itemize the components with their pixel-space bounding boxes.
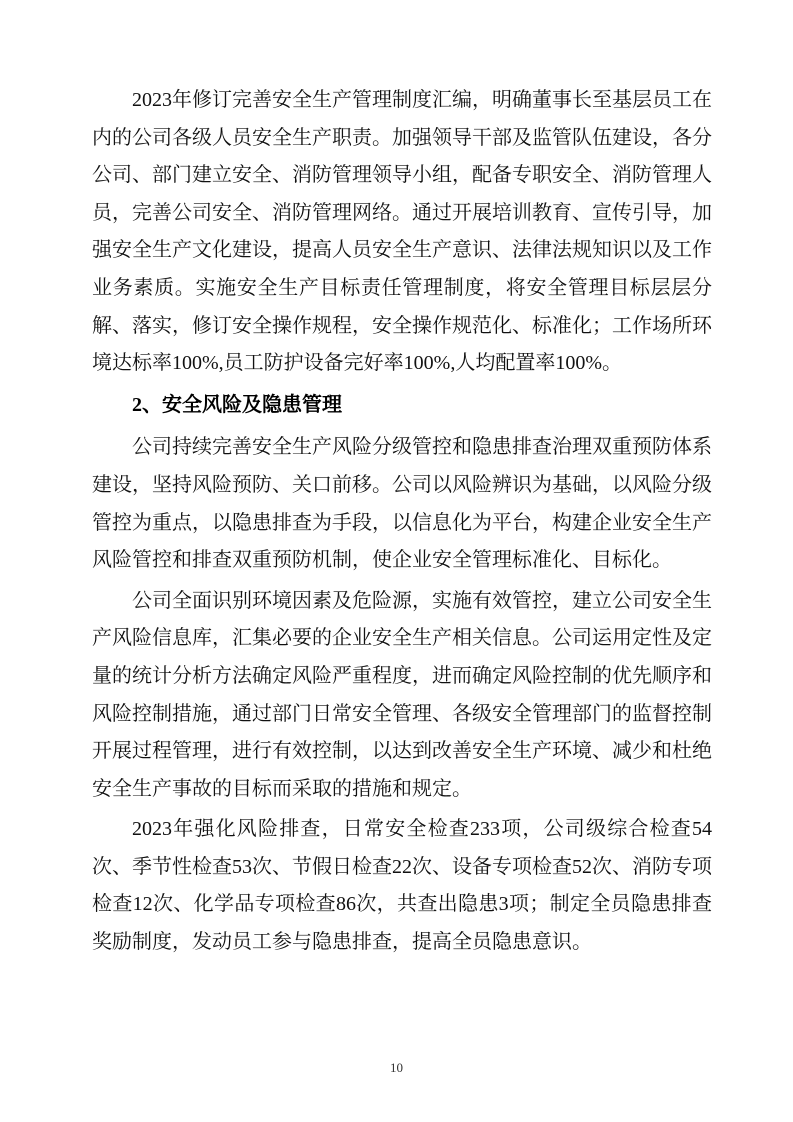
paragraph-2023-risk-inspections: 2023年强化风险排查，日常安全检查233项，公司级综合检查54次、季节性检查53次、节假日检查22次、设备专项检查52次、消防专项检查12次、化学品专项检查86次，共查出隐患3项；制定全员隐患排查奖励制度，发动员工参与隐患排查，提高全员隐患意识。: [92, 818, 712, 954]
paragraph-risk-identification: 公司全面识别环境因素及危险源，实施有效管控，建立公司安全生产风险信息库，汇集必要的企业安全生产相关信息。公司运用定性及定量的统计分析方法确定风险严重程度，进而确定风险控制的优先顺序和风险控制措施，通过部门日常安全管理、各级安全管理部门的监督控制开展过程管理，进行有效控制，以达到改善安全生产环境、减少和杜绝安全生产事故的目标而采取的措施和规定。: [92, 589, 712, 800]
section-heading-risk-and-hazard-management: 2、安全风险及隐患管理: [132, 393, 342, 416]
paragraph-safety-management-system: 2023年修订完善安全生产管理制度汇编，明确董事长至基层员工在内的公司各级人员安全生产职责。加强领导干部及监管队伍建设，各分公司、部门建立安全、消防管理领导小组，配备专职安全、消防管理人员，完善公司安全、消防管理网络。通过开展培训教育、宣传引导，加强安全生产文化建设，提高人员安全生产意识、法律法规知识以及工作业务素质。实施安全生产目标责任管理制度，将安全管理目标层层分解、落实，修订安全操作规程，安全操作规范化、标准化；工作场所环境达标率100%,员工防护设备完好率100%,人均配置率100%。: [92, 89, 712, 375]
page-content: [92, 82, 712, 965]
page-number: 10: [390, 1060, 403, 1075]
paragraph-dual-prevention-system: 公司持续完善安全生产风险分级管控和隐患排查治理双重预防体系建设，坚持风险预防、关口前移。公司以风险辨识为基础，以风险分级管控为重点，以隐患排查为手段，以信息化为平台，构建企业安全生产风险管控和排查双重预防机制，使企业安全管理标准化、目标化。: [92, 436, 712, 572]
